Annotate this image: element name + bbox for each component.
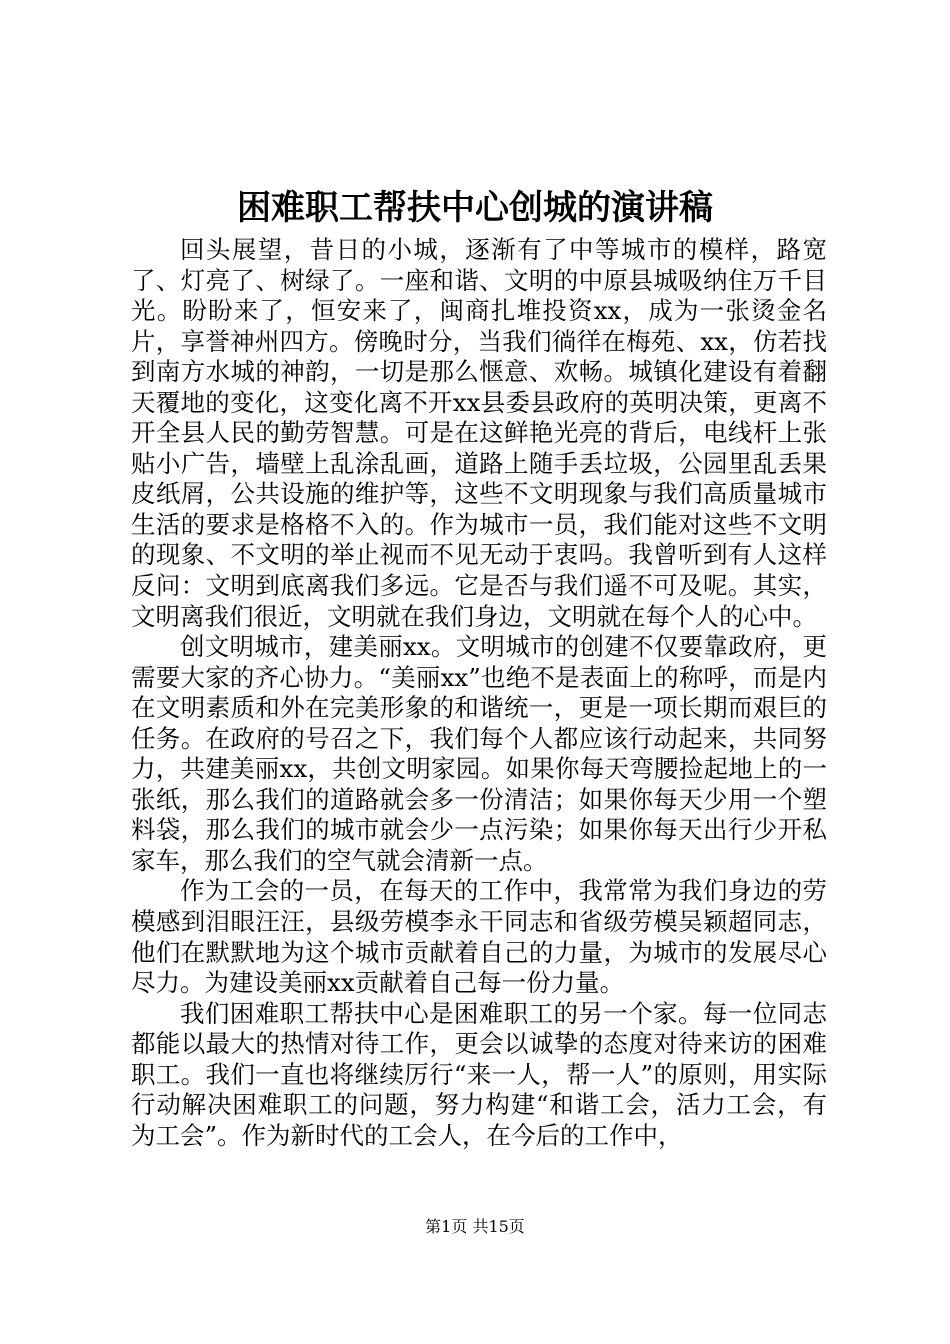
paragraph: 回头展望，昔日的小城，逐渐有了中等城市的模样，路宽了、灯亮了、树绿了。一座和谐、文明的中原县城吸纳住万千目光。盼盼来了，恒安来了，闽商扎堆投资xx，成为一张烫金名片，享誉神州四方。傍晚时分，当我们徜徉在梅苑、xx，仿若找到南方水城的神韵，一切是那么惬意、欢畅。城镇化建设有着翻天覆地的变化，这变化离不开xx县委县政府的英明决策，更离不开全县人民的勤劳智慧。可是在这鲜艳光亮的背后，电线杆上张贴小广告，墙壁上乱涂乱画，道路上随手丢垃圾，公园里乱丢果皮纸屑，公共设施的维护等，这些不文明现象与我们高质量城市生活的要求是格格不入的。作为城市一员，我们能对这些不文明的现象、不文明的举止视而不见无动于衷吗。我曾听到有人这样反问：文明到底离我们多远。它是否与我们遥不可及呢。其实，文明离我们很近，文明就在我们身边，文明就在每个人的心中。	[131, 235, 827, 631]
paragraph: 作为工会的一员，在每天的工作中，我常常为我们身边的劳模感到泪眼汪汪，县级劳模李永干同志和省级劳模吴颖超同志，他们在默默地为这个城市贡献着自己的力量，为城市的发展尽心尽力。为建设美丽xx贡献着自己每一份力量。	[131, 876, 827, 998]
paragraph: 我们困难职工帮扶中心是困难职工的另一个家。每一位同志都能以最大的热情对待工作，更会以诚挚的态度对待来访的困难职工。我们一直也将继续厉行“来一人，帮一人”的原则，用实际行动解决困难职工的问题，努力构建“和谐工会，活力工会，有为工会”。作为新时代的工会人，在今后的工作中，	[131, 998, 827, 1150]
document-title: 困难职工帮扶中心创城的演讲稿	[237, 188, 713, 228]
paragraph: 创文明城市，建美丽xx。文明城市的创建不仅要靠政府，更需要大家的齐心协力。“美丽xx”也绝不是表面上的称呼，而是内在文明素质和外在完美形象的和谐统一，更是一项长期而艰巨的任务。在政府的号召之下，我们每个人都应该行动起来，共同努力，共建美丽xx，共创文明家园。如果你每天弯腰捡起地上的一张纸，那么我们的道路就会多一份清洁；如果你每天少用一个塑料袋，那么我们的城市就会少一点污染；如果你每天出行少开私家车，那么我们的空气就会清新一点。	[131, 632, 827, 875]
page-number-footer: 第1页 共15页	[425, 1217, 525, 1236]
document-body	[131, 235, 827, 1151]
